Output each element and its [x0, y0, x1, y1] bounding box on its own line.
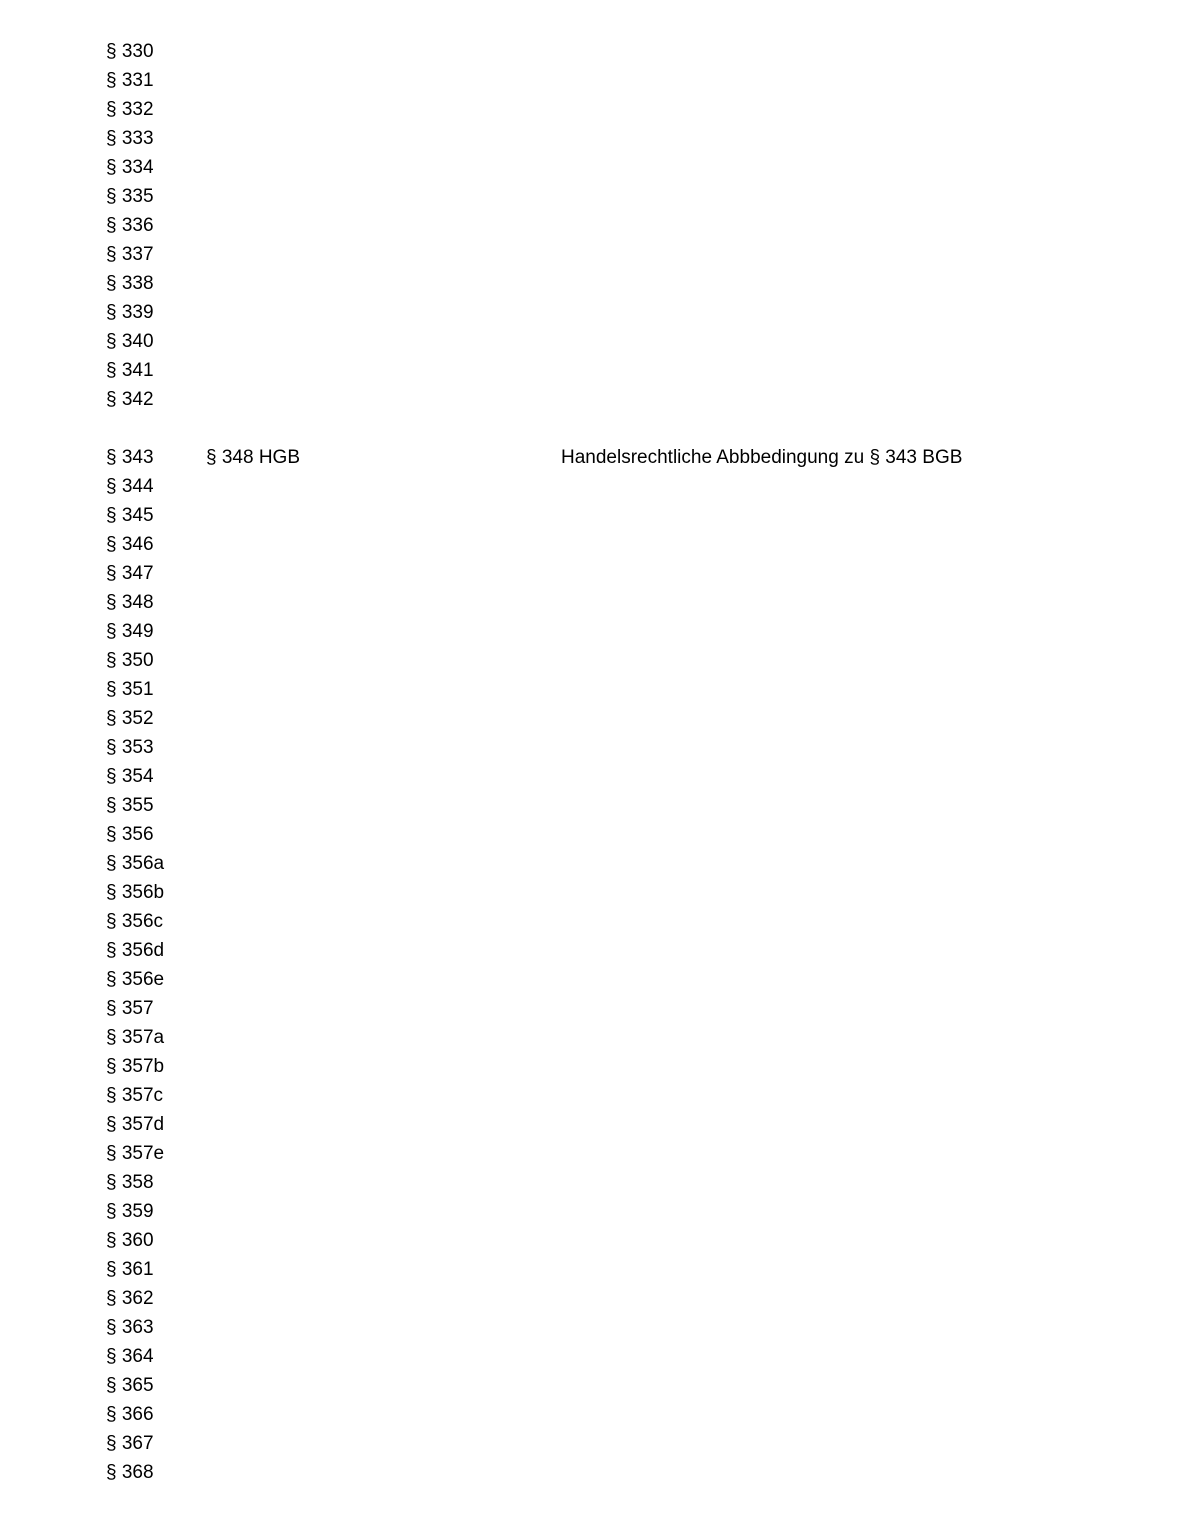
table-row	[106, 1110, 1106, 1139]
section-number: § 352	[106, 708, 154, 729]
section-number: § 346	[106, 534, 154, 555]
table-row	[106, 675, 1106, 704]
table-row	[106, 1197, 1106, 1226]
table-row	[106, 762, 1106, 791]
section-number: § 357	[106, 998, 154, 1019]
table-row	[106, 1284, 1106, 1313]
table-row	[106, 1429, 1106, 1458]
section-number: § 368	[106, 1462, 154, 1483]
section-number: § 344	[106, 476, 154, 497]
section-number: § 356e	[106, 969, 165, 990]
table-row	[106, 559, 1106, 588]
section-number: § 335	[106, 186, 154, 207]
table-row	[106, 182, 1106, 211]
table-row	[106, 617, 1106, 646]
table-row	[106, 472, 1106, 501]
table-row	[106, 327, 1106, 356]
table-row	[106, 646, 1106, 675]
table-row	[106, 153, 1106, 182]
table-row	[106, 1458, 1106, 1487]
section-number: § 340	[106, 331, 154, 352]
table-row	[106, 66, 1106, 95]
section-number: § 345	[106, 505, 154, 526]
section-number: § 360	[106, 1230, 154, 1251]
table-row	[106, 37, 1106, 66]
section-number: § 365	[106, 1375, 154, 1396]
section-number: § 357d	[106, 1114, 165, 1135]
section-number: § 334	[106, 157, 154, 178]
table-row	[106, 240, 1106, 269]
table-row	[106, 385, 1106, 414]
section-number: § 348	[106, 592, 154, 613]
section-number: § 356b	[106, 882, 165, 903]
section-number: § 362	[106, 1288, 154, 1309]
section-number: § 354	[106, 766, 154, 787]
related-reference: § 348 HGB	[206, 447, 300, 468]
section-number: § 342	[106, 389, 154, 410]
section-number: § 356	[106, 824, 154, 845]
section-number: § 331	[106, 70, 154, 91]
table-row	[106, 1168, 1106, 1197]
section-number: § 359	[106, 1201, 154, 1222]
section-number: § 351	[106, 679, 154, 700]
section-number: § 337	[106, 244, 154, 265]
section-number: § 350	[106, 650, 154, 671]
table-row	[106, 501, 1106, 530]
table-row	[106, 791, 1106, 820]
table-row	[106, 907, 1106, 936]
table-row	[106, 1052, 1106, 1081]
table-row	[106, 820, 1106, 849]
section-number: § 364	[106, 1346, 154, 1367]
table-row	[106, 1400, 1106, 1429]
table-row	[106, 211, 1106, 240]
section-number: § 356c	[106, 911, 164, 932]
table-row	[106, 530, 1106, 559]
section-number: § 353	[106, 737, 154, 758]
table-row	[106, 1342, 1106, 1371]
table-row	[106, 994, 1106, 1023]
table-row	[106, 1255, 1106, 1284]
section-number: § 363	[106, 1317, 154, 1338]
table-row	[106, 1371, 1106, 1400]
table-row	[106, 1139, 1106, 1168]
section-number: § 357e	[106, 1143, 165, 1164]
table-row	[106, 965, 1106, 994]
table-row	[106, 414, 1106, 472]
table-row	[106, 1313, 1106, 1342]
section-number: § 332	[106, 99, 154, 120]
table-row	[106, 704, 1106, 733]
section-number: § 361	[106, 1259, 154, 1280]
section-number: § 356d	[106, 940, 165, 961]
table-row	[106, 1226, 1106, 1255]
section-number: § 343	[106, 447, 154, 468]
table-row	[106, 356, 1106, 385]
section-number: § 336	[106, 215, 154, 236]
table-row	[106, 936, 1106, 965]
section-number: § 357a	[106, 1027, 165, 1048]
table-row	[106, 849, 1106, 878]
section-number: § 333	[106, 128, 154, 149]
section-number: § 339	[106, 302, 154, 323]
table-row	[106, 1081, 1106, 1110]
section-number: § 357c	[106, 1085, 164, 1106]
table-row	[106, 298, 1106, 327]
section-list	[106, 37, 1106, 1487]
section-number: § 366	[106, 1404, 154, 1425]
section-number: § 338	[106, 273, 154, 294]
section-number: § 367	[106, 1433, 154, 1454]
annotation-note: Handelsrechtliche Abbbedingung zu § 343 BGB	[561, 447, 963, 468]
table-row	[106, 1023, 1106, 1052]
section-number: § 357b	[106, 1056, 165, 1077]
section-number: § 341	[106, 360, 154, 381]
section-number: § 330	[106, 41, 154, 62]
section-number: § 356a	[106, 853, 165, 874]
section-number: § 358	[106, 1172, 154, 1193]
table-row	[106, 95, 1106, 124]
table-row	[106, 269, 1106, 298]
table-row	[106, 733, 1106, 762]
table-row	[106, 588, 1106, 617]
section-number: § 355	[106, 795, 154, 816]
section-number: § 349	[106, 621, 154, 642]
table-row	[106, 878, 1106, 907]
section-number: § 347	[106, 563, 154, 584]
table-row	[106, 124, 1106, 153]
